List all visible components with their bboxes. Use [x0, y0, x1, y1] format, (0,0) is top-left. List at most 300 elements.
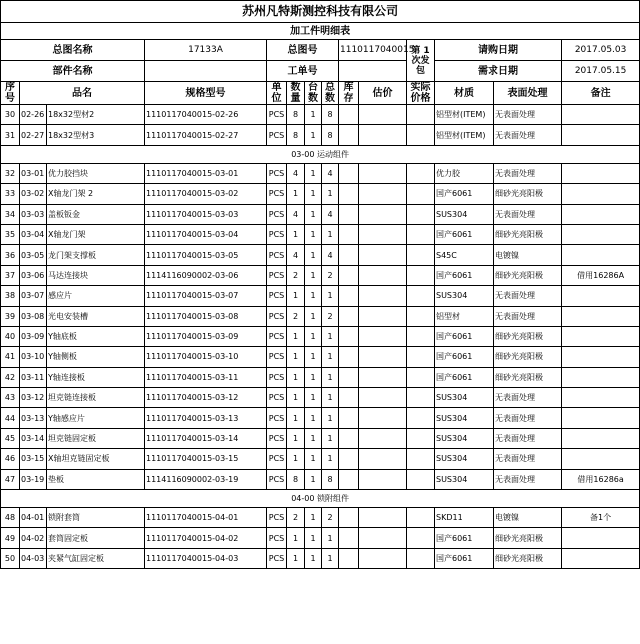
row-note	[562, 204, 640, 224]
row-note	[562, 224, 640, 244]
row-qty: 4	[287, 163, 305, 183]
row-seq: 33	[1, 184, 20, 204]
row-spec: 1110117040015-03-11	[145, 367, 267, 387]
row-est-price	[359, 224, 407, 244]
row-stock	[339, 105, 359, 125]
demand-date-value: 2017.05.15	[562, 61, 640, 82]
row-est-price	[359, 265, 407, 285]
header-spec: 规格型号	[145, 82, 267, 105]
row-code: 03-06	[20, 265, 47, 285]
row-note	[562, 163, 640, 183]
row-actual-price	[407, 245, 435, 265]
row-surface: 无表面处理	[494, 204, 562, 224]
row-code: 03-08	[20, 306, 47, 326]
table-row	[1, 428, 640, 448]
row-code: 03-02	[20, 184, 47, 204]
row-unit: PCS	[267, 204, 287, 224]
row-material: 国产6061	[435, 184, 494, 204]
row-total: 2	[322, 508, 339, 528]
row-sets: 1	[305, 125, 322, 145]
row-est-price	[359, 388, 407, 408]
row-note: 借用16286a	[562, 469, 640, 489]
table-row	[1, 347, 640, 367]
table-row	[1, 449, 640, 469]
row-unit: PCS	[267, 548, 287, 568]
row-surface: 无表面处理	[494, 163, 562, 183]
row-note	[562, 125, 640, 145]
row-material: SUS304	[435, 286, 494, 306]
row-code: 04-02	[20, 528, 47, 548]
row-code: 03-03	[20, 204, 47, 224]
row-est-price	[359, 548, 407, 568]
row-stock	[339, 306, 359, 326]
row-actual-price	[407, 265, 435, 285]
row-material: 铝型材(ITEM)	[435, 105, 494, 125]
section-header-row	[1, 145, 640, 163]
row-seq: 36	[1, 245, 20, 265]
row-spec: 1110117040015-03-02	[145, 184, 267, 204]
header-est-price: 估价	[359, 82, 407, 105]
row-unit: PCS	[267, 163, 287, 183]
header-qty: 数量	[287, 82, 305, 105]
row-qty: 1	[287, 428, 305, 448]
row-qty: 8	[287, 125, 305, 145]
row-total: 1	[322, 408, 339, 428]
row-name: Y轴侧板	[47, 347, 145, 367]
row-name: 感应片	[47, 286, 145, 306]
row-note: 备1个	[562, 508, 640, 528]
row-surface: 无表面处理	[494, 105, 562, 125]
row-surface: 电镀镍	[494, 245, 562, 265]
row-est-price	[359, 326, 407, 346]
row-note	[562, 449, 640, 469]
section-title: 04-00 锁附组件	[1, 490, 640, 508]
row-total: 2	[322, 265, 339, 285]
header-seq: 序号	[1, 82, 20, 105]
row-est-price	[359, 306, 407, 326]
row-total: 4	[322, 245, 339, 265]
row-stock	[339, 367, 359, 387]
row-name: 坦克链连接板	[47, 388, 145, 408]
row-total: 1	[322, 326, 339, 346]
row-material: 国产6061	[435, 347, 494, 367]
row-name: 锁附套筒	[47, 508, 145, 528]
row-total: 1	[322, 286, 339, 306]
row-unit: PCS	[267, 367, 287, 387]
row-spec: 1110117040015-03-14	[145, 428, 267, 448]
company-name: 苏州凡特斯测控科技有限公司	[1, 1, 640, 23]
table-row	[1, 388, 640, 408]
row-seq: 48	[1, 508, 20, 528]
row-name: X轴龙门架	[47, 224, 145, 244]
row-seq: 35	[1, 224, 20, 244]
row-seq: 30	[1, 105, 20, 125]
row-actual-price	[407, 204, 435, 224]
assembly-name-label: 总图名称	[1, 40, 145, 61]
row-total: 8	[322, 105, 339, 125]
row-est-price	[359, 528, 407, 548]
row-spec: 1110117040015-03-08	[145, 306, 267, 326]
row-surface: 细砂光亮阳极	[494, 548, 562, 568]
row-stock	[339, 347, 359, 367]
row-est-price	[359, 367, 407, 387]
row-note	[562, 347, 640, 367]
row-seq: 45	[1, 428, 20, 448]
row-actual-price	[407, 508, 435, 528]
row-material: S45C	[435, 245, 494, 265]
row-total: 8	[322, 125, 339, 145]
header-actual-price: 实际价格	[407, 82, 435, 105]
row-sets: 1	[305, 184, 322, 204]
row-material: 铝型材	[435, 306, 494, 326]
row-spec: 1110117040015-03-10	[145, 347, 267, 367]
assembly-name-value: 17133A	[145, 40, 267, 61]
row-material: SUS304	[435, 388, 494, 408]
row-spec: 1110117040015-02-26	[145, 105, 267, 125]
table-row	[1, 408, 640, 428]
issue-count-label: 第 1 次发包	[407, 40, 435, 82]
row-est-price	[359, 245, 407, 265]
row-code: 02-26	[20, 105, 47, 125]
part-name-label: 部件名称	[1, 61, 145, 82]
row-total: 8	[322, 469, 339, 489]
row-spec: 1110117040015-03-01	[145, 163, 267, 183]
row-surface: 无表面处理	[494, 125, 562, 145]
row-seq: 43	[1, 388, 20, 408]
row-seq: 46	[1, 449, 20, 469]
row-actual-price	[407, 469, 435, 489]
row-seq: 44	[1, 408, 20, 428]
row-seq: 39	[1, 306, 20, 326]
header-surface: 表面处理	[494, 82, 562, 105]
row-est-price	[359, 469, 407, 489]
row-material: 国产6061	[435, 326, 494, 346]
row-name: 套筒固定板	[47, 528, 145, 548]
row-note	[562, 326, 640, 346]
header-name: 品名	[20, 82, 145, 105]
row-surface: 无表面处理	[494, 449, 562, 469]
row-name: 夹紧气缸固定板	[47, 548, 145, 568]
row-stock	[339, 428, 359, 448]
header-material: 材质	[435, 82, 494, 105]
row-surface: 无表面处理	[494, 408, 562, 428]
row-name: 坦克链固定板	[47, 428, 145, 448]
row-est-price	[359, 428, 407, 448]
row-actual-price	[407, 163, 435, 183]
header-note: 备注	[562, 82, 640, 105]
table-row	[1, 528, 640, 548]
row-name: X轴龙门架 2	[47, 184, 145, 204]
row-total: 2	[322, 306, 339, 326]
purchase-date-label: 请购日期	[435, 40, 562, 61]
table-row	[1, 163, 640, 183]
row-unit: PCS	[267, 508, 287, 528]
work-order-label: 工单号	[267, 61, 339, 82]
row-name: 马达连接块	[47, 265, 145, 285]
row-actual-price	[407, 224, 435, 244]
row-sets: 1	[305, 105, 322, 125]
row-name: 18x32型材3	[47, 125, 145, 145]
row-est-price	[359, 408, 407, 428]
row-name: 龙门架支撑板	[47, 245, 145, 265]
table-row	[1, 245, 640, 265]
row-unit: PCS	[267, 306, 287, 326]
row-code: 03-01	[20, 163, 47, 183]
row-qty: 2	[287, 306, 305, 326]
row-total: 1	[322, 428, 339, 448]
row-code: 03-10	[20, 347, 47, 367]
row-seq: 40	[1, 326, 20, 346]
row-sets: 1	[305, 245, 322, 265]
row-actual-price	[407, 326, 435, 346]
row-code: 02-27	[20, 125, 47, 145]
row-seq: 41	[1, 347, 20, 367]
row-seq: 42	[1, 367, 20, 387]
row-sets: 1	[305, 204, 322, 224]
row-surface: 细砂光亮阳极	[494, 184, 562, 204]
table-row	[1, 125, 640, 145]
row-material: 优力胶	[435, 163, 494, 183]
row-code: 03-07	[20, 286, 47, 306]
table-row	[1, 306, 640, 326]
row-qty: 2	[287, 265, 305, 285]
row-unit: PCS	[267, 265, 287, 285]
row-est-price	[359, 184, 407, 204]
drawing-number-label: 总图号	[267, 40, 339, 61]
row-surface: 无表面处理	[494, 388, 562, 408]
row-name: 18x32型材2	[47, 105, 145, 125]
row-material: 铝型材(ITEM)	[435, 125, 494, 145]
row-code: 03-05	[20, 245, 47, 265]
row-surface: 无表面处理	[494, 286, 562, 306]
row-note	[562, 388, 640, 408]
row-code: 03-09	[20, 326, 47, 346]
row-material: SUS304	[435, 408, 494, 428]
row-actual-price	[407, 428, 435, 448]
row-stock	[339, 125, 359, 145]
row-note	[562, 245, 640, 265]
row-total: 1	[322, 528, 339, 548]
row-note: 借用16286A	[562, 265, 640, 285]
row-spec: 1110117040015-04-01	[145, 508, 267, 528]
row-surface: 无表面处理	[494, 469, 562, 489]
row-actual-price	[407, 347, 435, 367]
table-row	[1, 105, 640, 125]
work-order-value	[339, 61, 407, 82]
row-stock	[339, 408, 359, 428]
row-sets: 1	[305, 306, 322, 326]
row-spec: 1110117040015-03-09	[145, 326, 267, 346]
row-stock	[339, 548, 359, 568]
row-material: 国产6061	[435, 265, 494, 285]
row-stock	[339, 528, 359, 548]
row-sets: 1	[305, 508, 322, 528]
row-qty: 1	[287, 388, 305, 408]
row-spec: 1110117040015-03-05	[145, 245, 267, 265]
row-est-price	[359, 125, 407, 145]
row-stock	[339, 163, 359, 183]
row-unit: PCS	[267, 388, 287, 408]
row-code: 03-11	[20, 367, 47, 387]
row-actual-price	[407, 388, 435, 408]
row-material: 国产6061	[435, 528, 494, 548]
demand-date-label: 需求日期	[435, 61, 562, 82]
section-header-row	[1, 490, 640, 508]
row-qty: 1	[287, 548, 305, 568]
row-sets: 1	[305, 469, 322, 489]
row-surface: 细砂光亮阳极	[494, 224, 562, 244]
header-total: 总数	[322, 82, 339, 105]
row-unit: PCS	[267, 347, 287, 367]
row-note	[562, 428, 640, 448]
row-sets: 1	[305, 428, 322, 448]
row-qty: 1	[287, 184, 305, 204]
row-actual-price	[407, 408, 435, 428]
row-total: 1	[322, 548, 339, 568]
header-stock: 库存	[339, 82, 359, 105]
row-note	[562, 306, 640, 326]
row-actual-price	[407, 528, 435, 548]
column-header-row	[1, 82, 640, 105]
row-actual-price	[407, 449, 435, 469]
row-stock	[339, 469, 359, 489]
row-code: 03-14	[20, 428, 47, 448]
table-row	[1, 224, 640, 244]
row-material: 国产6061	[435, 367, 494, 387]
row-qty: 1	[287, 449, 305, 469]
table-row	[1, 508, 640, 528]
row-material: 国产6061	[435, 224, 494, 244]
row-code: 03-15	[20, 449, 47, 469]
table-row	[1, 367, 640, 387]
row-sets: 1	[305, 449, 322, 469]
row-qty: 1	[287, 224, 305, 244]
row-name: Y轴底板	[47, 326, 145, 346]
row-actual-price	[407, 286, 435, 306]
row-code: 03-04	[20, 224, 47, 244]
row-stock	[339, 265, 359, 285]
row-spec: 1110117040015-04-03	[145, 548, 267, 568]
row-actual-price	[407, 367, 435, 387]
purchase-date-value: 2017.05.03	[562, 40, 640, 61]
row-total: 4	[322, 163, 339, 183]
row-name: 光电安装槽	[47, 306, 145, 326]
row-qty: 1	[287, 528, 305, 548]
drawing-number-value: 1110117040015	[339, 40, 407, 61]
row-surface: 电镀镍	[494, 508, 562, 528]
row-spec: 1110117040015-03-03	[145, 204, 267, 224]
row-surface: 细砂光亮阳极	[494, 528, 562, 548]
row-unit: PCS	[267, 245, 287, 265]
row-est-price	[359, 347, 407, 367]
row-est-price	[359, 163, 407, 183]
row-spec: 1110117040015-02-27	[145, 125, 267, 145]
row-qty: 1	[287, 286, 305, 306]
row-material: SUS304	[435, 469, 494, 489]
table-row	[1, 548, 640, 568]
row-spec: 1110117040015-03-04	[145, 224, 267, 244]
row-spec: 1110117040015-04-02	[145, 528, 267, 548]
row-qty: 1	[287, 408, 305, 428]
row-actual-price	[407, 306, 435, 326]
row-sets: 1	[305, 408, 322, 428]
section-title: 03-00 运动组件	[1, 145, 640, 163]
row-note	[562, 408, 640, 428]
row-actual-price	[407, 105, 435, 125]
table-row	[1, 286, 640, 306]
row-code: 03-12	[20, 388, 47, 408]
row-total: 1	[322, 224, 339, 244]
row-qty: 8	[287, 469, 305, 489]
row-spec: 1114116090002-03-19	[145, 469, 267, 489]
row-total: 4	[322, 204, 339, 224]
row-unit: PCS	[267, 125, 287, 145]
row-surface: 无表面处理	[494, 306, 562, 326]
row-qty: 4	[287, 204, 305, 224]
row-name: 垫板	[47, 469, 145, 489]
row-material: SUS304	[435, 204, 494, 224]
row-unit: PCS	[267, 184, 287, 204]
row-surface: 细砂光亮阳极	[494, 265, 562, 285]
table-row	[1, 469, 640, 489]
row-unit: PCS	[267, 326, 287, 346]
row-note	[562, 528, 640, 548]
row-unit: PCS	[267, 449, 287, 469]
row-name: X轴坦克链固定板	[47, 449, 145, 469]
row-qty: 1	[287, 347, 305, 367]
row-est-price	[359, 204, 407, 224]
row-sets: 1	[305, 347, 322, 367]
row-material: SKD11	[435, 508, 494, 528]
row-note	[562, 548, 640, 568]
row-code: 03-19	[20, 469, 47, 489]
document-title: 加工件明细表	[1, 23, 640, 40]
row-name: Y轴连接板	[47, 367, 145, 387]
table-row	[1, 265, 640, 285]
table-row	[1, 204, 640, 224]
row-sets: 1	[305, 286, 322, 306]
row-name: 盖板钣金	[47, 204, 145, 224]
row-stock	[339, 224, 359, 244]
row-seq: 50	[1, 548, 20, 568]
row-sets: 1	[305, 326, 322, 346]
row-note	[562, 367, 640, 387]
row-seq: 37	[1, 265, 20, 285]
row-code: 04-03	[20, 548, 47, 568]
row-spec: 1110117040015-03-13	[145, 408, 267, 428]
row-seq: 31	[1, 125, 20, 145]
row-stock	[339, 204, 359, 224]
row-material: SUS304	[435, 428, 494, 448]
row-actual-price	[407, 125, 435, 145]
row-spec: 1110117040015-03-12	[145, 388, 267, 408]
row-sets: 1	[305, 163, 322, 183]
row-surface: 细砂光亮阳极	[494, 367, 562, 387]
part-name-value	[145, 61, 267, 82]
row-unit: PCS	[267, 408, 287, 428]
row-actual-price	[407, 548, 435, 568]
table-row	[1, 184, 640, 204]
row-total: 1	[322, 347, 339, 367]
row-note	[562, 105, 640, 125]
row-stock	[339, 245, 359, 265]
row-surface: 无表面处理	[494, 428, 562, 448]
row-surface: 细砂光亮阳极	[494, 326, 562, 346]
row-code: 04-01	[20, 508, 47, 528]
row-qty: 4	[287, 245, 305, 265]
row-spec: 1110117040015-03-07	[145, 286, 267, 306]
row-unit: PCS	[267, 105, 287, 125]
